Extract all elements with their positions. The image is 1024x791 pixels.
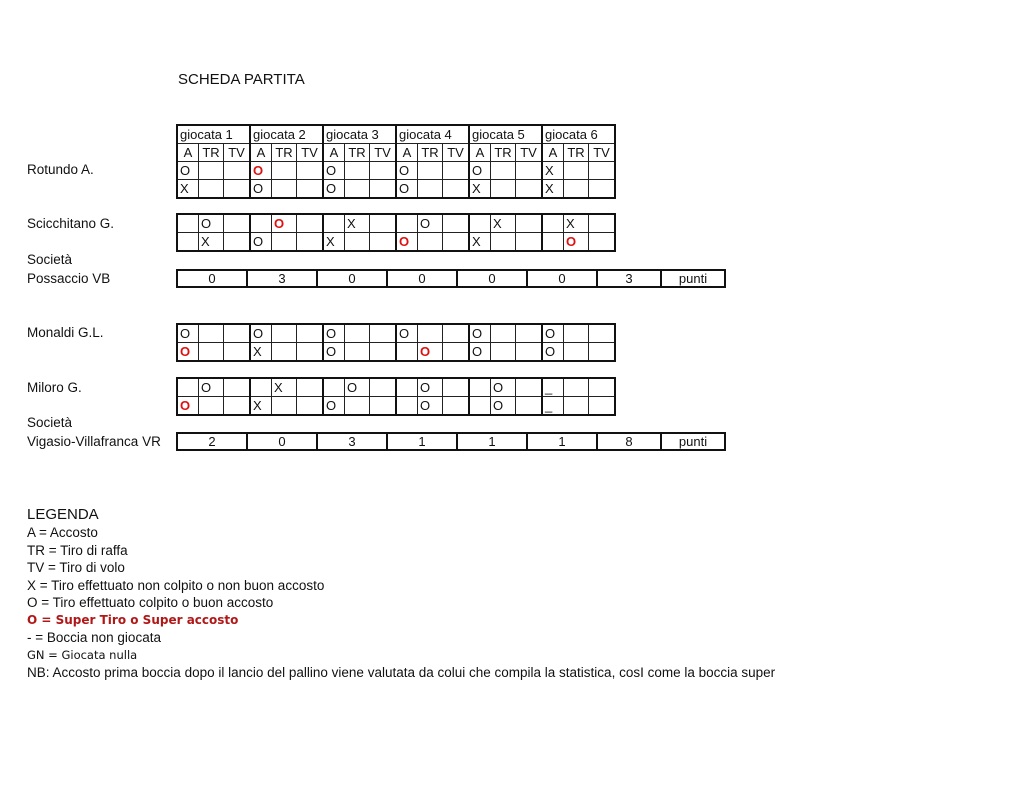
shot-cell <box>564 162 589 180</box>
shot-cell <box>199 397 224 416</box>
shot-type-header: A <box>177 144 199 162</box>
giocata-header: giocata 3 <box>323 125 396 144</box>
legend-item: A = Accosto <box>27 525 98 540</box>
shot-cell <box>542 233 564 252</box>
shot-cell <box>224 180 251 199</box>
shot-type-header: TV <box>224 144 251 162</box>
team-name: Vigasio-Villafranca VR <box>27 434 161 449</box>
societa-label: Società <box>27 252 73 267</box>
shot-cell: X <box>272 378 297 397</box>
giocata-score: 1 <box>527 433 597 450</box>
shot-cell <box>370 233 397 252</box>
shot-cell <box>564 180 589 199</box>
shot-cell <box>272 324 297 343</box>
shot-cell <box>250 214 272 233</box>
shot-cell <box>177 378 199 397</box>
shot-cell <box>199 162 224 180</box>
giocata-score: 0 <box>457 270 527 287</box>
shot-row <box>177 324 615 343</box>
shot-cell <box>224 397 251 416</box>
shot-cell <box>272 233 297 252</box>
shot-cell: X <box>177 180 199 199</box>
shot-type-header: A <box>542 144 564 162</box>
shot-cell <box>370 343 397 362</box>
giocata-score: 1 <box>387 433 457 450</box>
shot-cell: _ <box>542 397 564 416</box>
shot-cell: X <box>250 397 272 416</box>
shot-cell <box>443 397 470 416</box>
shot-cell <box>491 162 516 180</box>
shot-cell <box>418 233 443 252</box>
shot-cell <box>443 233 470 252</box>
shot-type-header: TR <box>564 144 589 162</box>
shot-row <box>177 378 615 397</box>
shot-cell <box>177 233 199 252</box>
shot-cell <box>345 397 370 416</box>
shot-cell <box>396 397 418 416</box>
shot-cell <box>516 343 543 362</box>
page-title: SCHEDA PARTITA <box>178 71 305 88</box>
shot-cell <box>491 233 516 252</box>
shot-cell <box>418 324 443 343</box>
shot-cell: X <box>250 343 272 362</box>
shot-cell: O <box>323 162 345 180</box>
giocata-score: 0 <box>527 270 597 287</box>
shot-type-header: TV <box>516 144 543 162</box>
shot-cell <box>297 324 324 343</box>
shot-cell: O <box>418 397 443 416</box>
giocata-header: giocata 1 <box>177 125 250 144</box>
shot-cell <box>443 343 470 362</box>
shot-cell <box>323 214 345 233</box>
shot-cell <box>443 180 470 199</box>
giocata-score: 0 <box>317 270 387 287</box>
shot-cell <box>224 343 251 362</box>
shot-cell <box>443 162 470 180</box>
legend-item: TR = Tiro di raffa <box>27 542 128 558</box>
shot-type-header: TR <box>418 144 443 162</box>
shot-cell <box>564 343 589 362</box>
shot-row <box>177 397 615 416</box>
shot-cell <box>345 324 370 343</box>
shot-cell <box>224 162 251 180</box>
shot-row <box>177 343 615 362</box>
shot-cell <box>589 378 616 397</box>
legend <box>27 506 775 682</box>
shot-cell <box>199 180 224 199</box>
shot-cell <box>516 214 543 233</box>
shot-cell <box>323 378 345 397</box>
legend-item: TV = Tiro di volo <box>27 560 125 575</box>
shot-cell <box>516 180 543 199</box>
shot-cell: O <box>250 324 272 343</box>
shot-row <box>177 162 615 180</box>
legend-super: O = Super Tiro o Super accosto <box>27 612 239 627</box>
shot-cell: O <box>396 180 418 199</box>
player-name: Monaldi G.L. <box>27 325 104 340</box>
shot-row <box>177 233 615 252</box>
shot-cell <box>297 343 324 362</box>
score-sheet-scicchitano <box>176 213 616 252</box>
shot-cell: O <box>491 378 516 397</box>
shot-cell: O <box>469 162 491 180</box>
shot-type-header: TR <box>491 144 516 162</box>
shot-cell: X <box>542 180 564 199</box>
shot-cell <box>589 324 616 343</box>
shot-cell <box>589 162 616 180</box>
shot-cell <box>589 233 616 252</box>
shot-cell <box>516 233 543 252</box>
shot-cell-super: O <box>396 233 418 252</box>
giocata-score: 0 <box>247 433 317 450</box>
shot-type-header: A <box>323 144 345 162</box>
shot-type-header: A <box>469 144 491 162</box>
shot-cell <box>297 162 324 180</box>
shot-cell <box>564 378 589 397</box>
shot-cell <box>370 214 397 233</box>
shot-cell <box>224 378 251 397</box>
shot-cell: O <box>250 180 272 199</box>
shot-cell: O <box>542 343 564 362</box>
shot-cell-super: O <box>272 214 297 233</box>
giocata-score: 3 <box>247 270 317 287</box>
giocata-header: giocata 5 <box>469 125 542 144</box>
shot-cell <box>297 214 324 233</box>
shot-cell: X <box>564 214 589 233</box>
shot-cell: O <box>542 324 564 343</box>
shot-cell <box>345 162 370 180</box>
shot-cell <box>516 162 543 180</box>
shot-cell <box>589 397 616 416</box>
legend-item: GN = Giocata nulla <box>27 647 138 662</box>
shot-cell <box>564 397 589 416</box>
giocata-score: 2 <box>177 433 247 450</box>
shot-cell-super: O <box>177 343 199 362</box>
giocata-score: 3 <box>317 433 387 450</box>
shot-cell-super: O <box>564 233 589 252</box>
shot-cell <box>224 214 251 233</box>
score-row <box>177 433 725 450</box>
shot-cell <box>564 324 589 343</box>
shot-cell <box>516 397 543 416</box>
shot-type-header: TV <box>297 144 324 162</box>
shot-cell <box>370 378 397 397</box>
shot-cell <box>345 343 370 362</box>
shot-type-header-row <box>177 144 615 162</box>
shot-cell <box>469 214 491 233</box>
shot-cell <box>491 180 516 199</box>
shot-cell <box>224 233 251 252</box>
legend-note: NB: Accosto prima boccia dopo il lancio del pallino viene valutata da colui che compila la statistica, cosI come la boccia super <box>27 665 776 680</box>
points-label: punti <box>661 270 725 287</box>
player-name: Scicchitano G. <box>27 216 115 231</box>
shot-cell: O <box>396 162 418 180</box>
total-points: 8 <box>597 433 661 450</box>
shot-type-header: TV <box>589 144 616 162</box>
shot-cell: O <box>250 233 272 252</box>
player-name: Miloro G. <box>27 380 82 395</box>
shot-cell <box>272 397 297 416</box>
shot-cell <box>345 180 370 199</box>
giocata-header: giocata 6 <box>542 125 615 144</box>
shot-cell: X <box>323 233 345 252</box>
societa-label: Società <box>27 415 73 430</box>
shot-cell <box>250 378 272 397</box>
shot-cell: O <box>177 162 199 180</box>
shot-cell <box>224 324 251 343</box>
shot-cell <box>297 378 324 397</box>
shot-cell: _ <box>542 378 564 397</box>
legend-title: LEGENDA <box>27 506 99 523</box>
shot-cell: X <box>345 214 370 233</box>
shot-cell <box>469 397 491 416</box>
shot-cell: X <box>542 162 564 180</box>
shot-cell <box>199 343 224 362</box>
shot-cell <box>443 214 470 233</box>
team-score-row <box>176 432 726 451</box>
giocata-header: giocata 4 <box>396 125 469 144</box>
shot-cell: O <box>491 397 516 416</box>
shot-cell <box>272 162 297 180</box>
shot-cell <box>370 397 397 416</box>
shot-cell: O <box>323 343 345 362</box>
shot-cell: X <box>199 233 224 252</box>
shot-cell: O <box>323 180 345 199</box>
shot-cell <box>177 214 199 233</box>
shot-cell: O <box>199 378 224 397</box>
shot-cell: O <box>469 343 491 362</box>
shot-cell <box>396 343 418 362</box>
shot-cell <box>418 180 443 199</box>
shot-cell <box>396 378 418 397</box>
shot-cell-super: O <box>418 343 443 362</box>
shot-cell <box>491 324 516 343</box>
shot-cell: O <box>418 378 443 397</box>
score-sheet-monaldi <box>176 323 616 362</box>
shot-cell <box>443 324 470 343</box>
shot-row <box>177 180 615 199</box>
shot-cell <box>396 214 418 233</box>
shot-type-header: A <box>250 144 272 162</box>
shot-row <box>177 214 615 233</box>
giocata-score: 0 <box>387 270 457 287</box>
shot-cell: X <box>469 180 491 199</box>
giocata-header-row <box>177 125 615 144</box>
player-name: Rotundo A. <box>27 162 94 177</box>
shot-cell <box>516 324 543 343</box>
shot-type-header: TR <box>199 144 224 162</box>
legend-item: O = Tiro effettuato colpito o buon accosto <box>27 595 274 610</box>
shot-cell-super: O <box>177 397 199 416</box>
score-sheet-miloro <box>176 377 616 416</box>
total-points: 3 <box>597 270 661 287</box>
shot-cell <box>199 324 224 343</box>
shot-type-header: TR <box>272 144 297 162</box>
shot-cell <box>297 233 324 252</box>
shot-cell <box>589 214 616 233</box>
shot-cell <box>345 233 370 252</box>
shot-cell: O <box>177 324 199 343</box>
shot-cell <box>589 180 616 199</box>
shot-cell <box>469 378 491 397</box>
shot-cell <box>272 180 297 199</box>
giocata-header: giocata 2 <box>250 125 323 144</box>
shot-cell: O <box>323 397 345 416</box>
shot-cell: O <box>469 324 491 343</box>
shot-cell <box>542 214 564 233</box>
shot-type-header: A <box>396 144 418 162</box>
shot-cell <box>589 343 616 362</box>
team-name: Possaccio VB <box>27 271 111 286</box>
shot-cell: O <box>418 214 443 233</box>
legend-item: X = Tiro effettuato non colpito o non buon accosto <box>27 577 325 593</box>
shot-cell <box>370 162 397 180</box>
shot-cell: O <box>345 378 370 397</box>
shot-cell-super: O <box>250 162 272 180</box>
shot-type-header: TV <box>370 144 397 162</box>
score-row <box>177 270 725 287</box>
shot-cell <box>418 162 443 180</box>
score-sheet-rotundo <box>176 124 616 199</box>
shot-cell <box>516 378 543 397</box>
shot-cell <box>370 324 397 343</box>
shot-cell: X <box>491 214 516 233</box>
shot-cell: O <box>323 324 345 343</box>
shot-cell: O <box>396 324 418 343</box>
shot-cell <box>272 343 297 362</box>
shot-cell: O <box>199 214 224 233</box>
giocata-score: 0 <box>177 270 247 287</box>
shot-cell <box>297 180 324 199</box>
team-score-row <box>176 269 726 288</box>
shot-type-header: TV <box>443 144 470 162</box>
shot-type-header: TR <box>345 144 370 162</box>
giocata-score: 1 <box>457 433 527 450</box>
shot-cell <box>297 397 324 416</box>
legend-item: - = Boccia non giocata <box>27 630 161 645</box>
shot-cell <box>491 343 516 362</box>
points-label: punti <box>661 433 725 450</box>
shot-cell <box>443 378 470 397</box>
shot-cell <box>370 180 397 199</box>
shot-cell: X <box>469 233 491 252</box>
